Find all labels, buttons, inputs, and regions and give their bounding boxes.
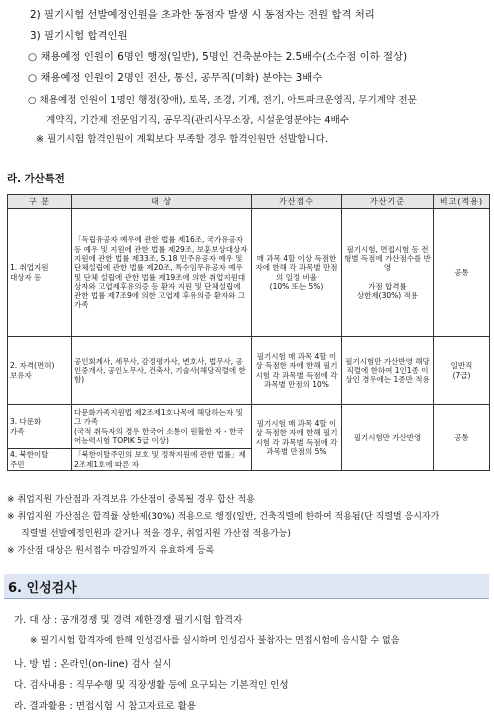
row2-basis: 필기시험만 가산반영 해당직렬에 한하여 1인1종 이상인 경우에는 1종만 적용 — [342, 337, 434, 405]
bonus-title: 라. 가산특전 — [7, 173, 65, 185]
note-line-1: ※ 취업지원 가산점과 자격보유 가산점이 중복될 경우 합산 적용 — [7, 495, 255, 505]
intro-line-5: ○ 채용예정 인원이 1명인 행정(장애), 토목, 조경, 기계, 전기, 아트파크운영직, 무기계약 전문 — [28, 95, 417, 106]
row3-category: 3. 다문화 가족 — [8, 405, 72, 449]
personality-target: 가. 대 상 : 공개경쟁 및 경력 제한경쟁 필기시험 합격자 — [14, 615, 243, 626]
row4-target: 「북한이탈주민의 보호 및 정착지원에 관한 법률」제2조제1호에 따른 자 — [72, 449, 252, 471]
intro-line-7: ※ 필기시험 합격인원이 계획보다 부족할 경우 합격인원만 선발합니다. — [36, 134, 328, 145]
row2-note: 일반직 (7급) — [434, 337, 490, 405]
header-category: 구 분 — [8, 195, 72, 209]
row3-note: 공통 — [434, 405, 490, 471]
row3-points: 필기시험 매 과목 4할 이상 득점한 자에 한해 필기시험 각 과목별 득점에 각 과목별 만점의 5% — [252, 405, 342, 471]
row2-category: 2. 자격(면허) 보유자 — [8, 337, 72, 405]
table-row — [8, 209, 490, 337]
bonus-table — [7, 194, 490, 471]
row4-category: 4. 북한이탈 주민 — [8, 449, 72, 471]
row3-basis: 필기시험만 가산반영 — [342, 405, 434, 471]
row2-points: 필기시험 매 과목 4할 이상 득점한 자에 한해 필기시험 각 과목별 득점에 각 과목별 만점의 10% — [252, 337, 342, 405]
intro-line-3: ○ 채용예정 인원이 6명인 행정(일반), 5명인 건축분야는 2.5배수(소수점 이하 절상) — [28, 51, 408, 63]
section-6-title: 6. 인성검사 — [8, 581, 77, 596]
note-line-4: ※ 가산점 대상은 원서접수 마감일까지 유효하게 등록 — [7, 546, 215, 556]
table-header-row — [8, 195, 490, 209]
personality-method: 나. 방 법 : 온라인(on-line) 검사 실시 — [14, 659, 172, 670]
header-basis: 가산기준 — [342, 195, 434, 209]
row1-note: 공통 — [434, 209, 490, 337]
header-target: 대 상 — [72, 195, 252, 209]
row1-category: 1. 취업지원 대상자 등 — [8, 209, 72, 337]
note-line-3: 직렬별 선발예정인원과 같거나 적을 경우, 취업지원 가산점 적용가능) — [21, 529, 291, 539]
intro-line-1: 2) 필기시험 선발예정인원을 초과한 동점자 발생 시 동점자는 전원 합격 처리 — [30, 9, 375, 21]
personality-content: 다. 검사내용 : 직무수행 및 직장생활 등에 요구되는 기본적인 인성 — [14, 680, 289, 691]
row2-target: 공인회계사, 세무사, 감정평가사, 변호사, 법무사, 공인중개사, 공인노무사, 건축사, 기술사(해당직렬에 한함) — [72, 337, 252, 405]
section-6-header — [4, 574, 489, 599]
intro-line-2: 3) 필기시험 합격인원 — [30, 30, 128, 42]
header-note: 비고(적용) — [434, 195, 490, 209]
row1-target: 「독립유공자 예우에 관한 법률 제16조, 국가유공자 등 예우 및 지원에 관한 법률 제29조, 보훈보상대상자 지원에 관한 법률 제33조, 5.18 민주유공자 예우 및 단체설립에 관한 법률 제20조, 특수임무유공자 예우 및 단체 설립에 관한 법률 제19조에 의한 취업지원대상자와 고엽제후유의증 등 환자 지원 및 단체설립에 관한 법률 제7조9에 의한 고엽제 후유의증 환자와 그 가족 — [72, 209, 252, 337]
row1-points: 매 과목 4할 이상 득점한 자에 한해 각 과목별 만점의 일정 비율 (10% 또는 5%) — [252, 209, 342, 337]
intro-line-6: 계약직, 기간제 전문임기직, 공무직(관리사무소장, 시설운영분야는 4배수 — [46, 115, 350, 126]
personality-target-note: ※ 필기시험 합격자에 한해 인성검사를 실시하며 인성검사 불참자는 면접시험에 응시할 수 없음 — [30, 636, 400, 646]
row3-target: 다문화가족지원법 제2조제1호나목에 해당하는자 및 그 가족 (국적 취득자의 경우 한국어 소통이 원활한 자 - 한국어능력시험 TOPIK 5급 이상) — [72, 405, 252, 449]
header-points: 가산점수 — [252, 195, 342, 209]
table-row — [8, 405, 490, 449]
row1-basis: 필기시험, 면접시험 등 전형별 득점에 가산점수를 반영 가점 합격률 상한제(30%) 적용 — [342, 209, 434, 337]
note-line-2: ※ 취업지원 가산점은 합격률 상한제(30%) 적용으로 행정(일반, 건축직렬에 한하여 적용됨(단 직렬별 응시자가 — [7, 512, 440, 522]
personality-usage: 라. 결과활용 : 면접시험 시 참고자료로 활용 — [14, 701, 197, 712]
intro-line-4: ○ 채용예정 인원이 2명인 전산, 통신, 공무직(미화) 분야는 3배수 — [28, 72, 323, 84]
table-row — [8, 337, 490, 405]
